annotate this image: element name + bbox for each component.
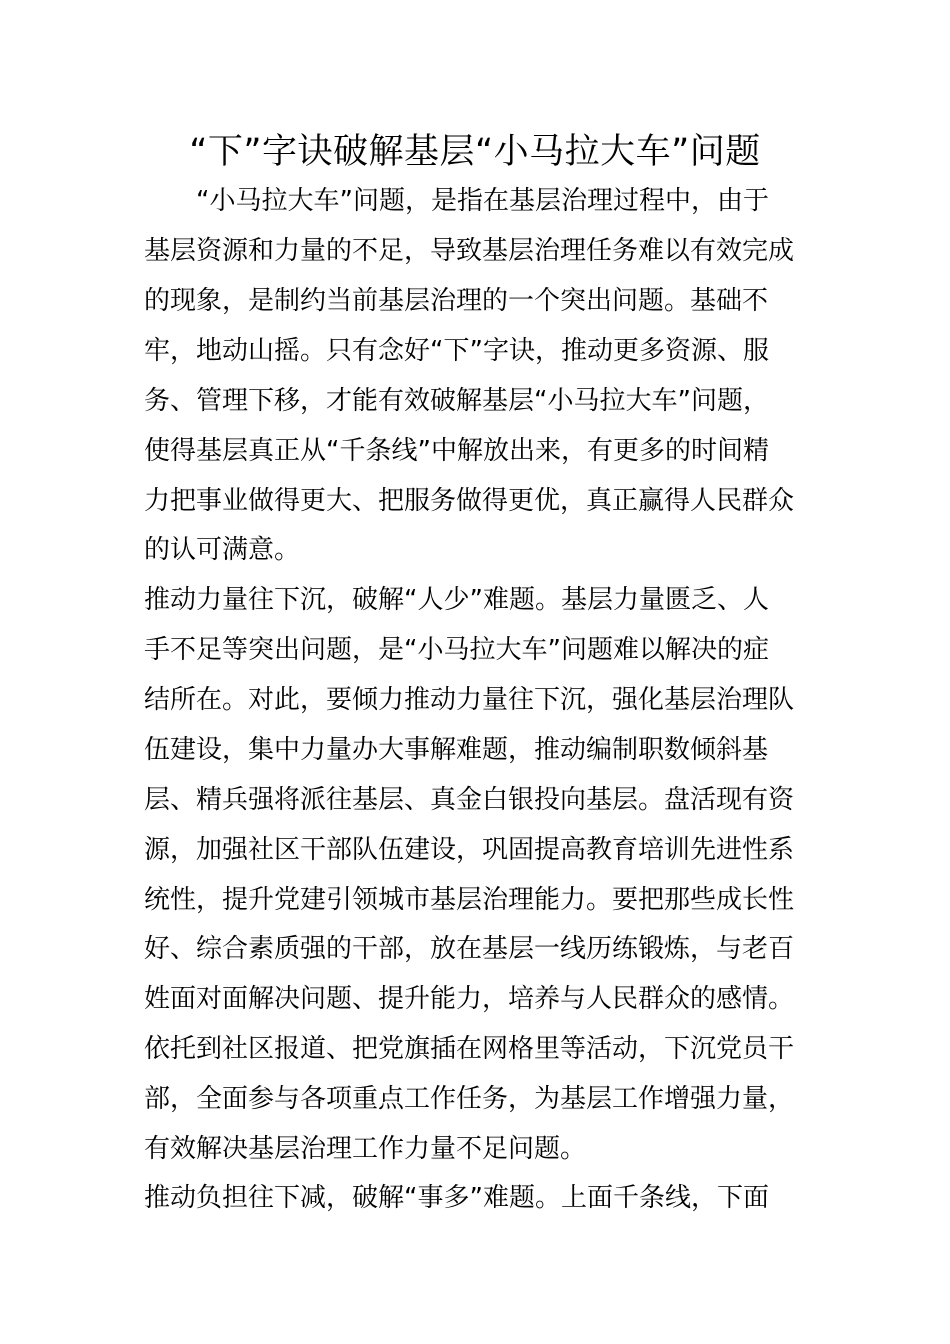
- document-title: “下”字诀破解基层“小马拉大车”问题: [189, 132, 761, 172]
- paragraph-line: 统性，提升党建引领城市基层治理能力。要把那些成长性: [144, 885, 795, 915]
- paragraph-line: 的现象，是制约当前基层治理的一个突出问题。基础不: [144, 286, 769, 316]
- paragraph-line: 伍建设，集中力量办大事解难题，推动编制职数倾斜基: [144, 735, 769, 765]
- paragraph-line: 基层资源和力量的不足，导致基层治理任务难以有效完成: [144, 236, 795, 266]
- paragraph-line: 牢，地动山摇。只有念好“下”字诀，推动更多资源、服: [144, 336, 769, 366]
- paragraph-line: 使得基层真正从“千条线”中解放出来，有更多的时间精: [144, 436, 769, 466]
- paragraph-line: 推动负担往下减，破解“事多”难题。上面千条线，下面: [144, 1183, 769, 1213]
- paragraph-line: 依托到社区报道、把党旗插在网格里等活动，下沉党员干: [144, 1034, 795, 1064]
- paragraph-line: 结所在。对此，要倾力推动力量往下沉，强化基层治理队: [144, 685, 795, 715]
- paragraph-line: 务、管理下移，才能有效破解基层“小马拉大车”问题，: [144, 386, 769, 416]
- paragraph-line: 手不足等突出问题，是“小马拉大车”问题难以解决的症: [144, 635, 769, 665]
- paragraph-line: 有效解决基层治理工作力量不足问题。: [144, 1134, 587, 1164]
- paragraph-line: 的认可满意。: [144, 535, 301, 565]
- paragraph-line: 推动力量往下沉，破解“人少”难题。基层力量匮乏、人: [144, 585, 769, 615]
- paragraph-line: 层、精兵强将派往基层、真金白银投向基层。盘活现有资: [144, 785, 795, 815]
- paragraph-line: 源，加强社区干部队伍建设，巩固提高教育培训先进性系: [144, 835, 795, 865]
- paragraph-line: 力把事业做得更大、把服务做得更优，真正赢得人民群众: [144, 486, 795, 516]
- paragraph-line: 部，全面参与各项重点工作任务，为基层工作增强力量，: [144, 1084, 795, 1114]
- paragraph-line: 好、综合素质强的干部，放在基层一线历练锻炼，与老百: [144, 934, 795, 964]
- paragraph-line: “小马拉大车”问题，是指在基层治理过程中，由于: [144, 186, 769, 216]
- paragraph-line: 姓面对面解决问题、提升能力，培养与人民群众的感情。: [144, 984, 795, 1014]
